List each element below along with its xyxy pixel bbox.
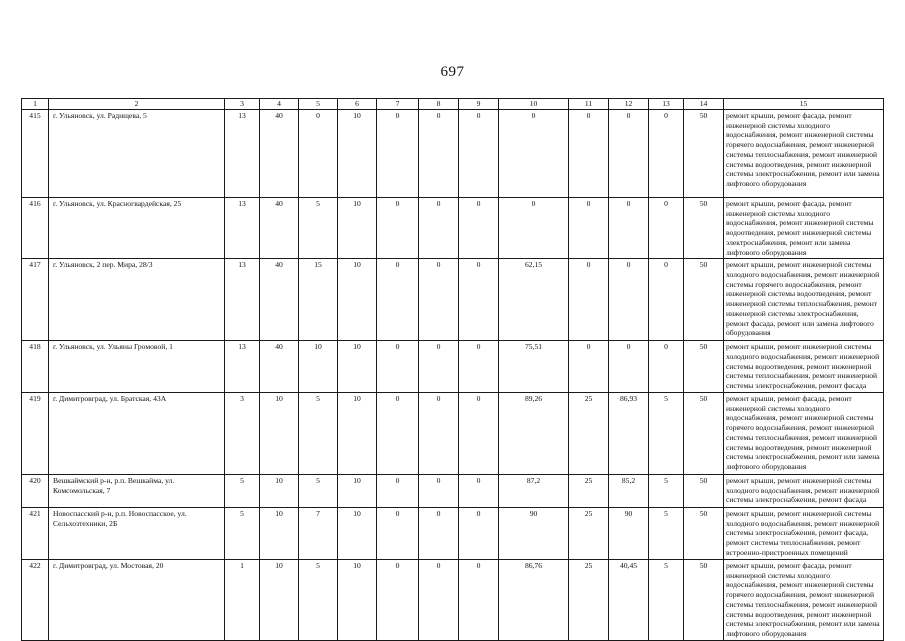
value-cell: 0 <box>377 474 419 507</box>
value-cell: 5 <box>649 392 684 474</box>
column-number-cell: 10 <box>499 99 569 110</box>
value-cell: 85,2 <box>609 474 649 507</box>
value-cell: 10 <box>260 559 299 640</box>
value-cell: 5 <box>649 507 684 559</box>
value-cell: 90 <box>499 507 569 559</box>
value-cell: 0 <box>459 392 499 474</box>
value-cell: 50 <box>684 198 724 259</box>
value-cell: 50 <box>684 259 724 341</box>
value-cell: 10 <box>260 507 299 559</box>
table-row <box>22 392 884 474</box>
value-cell: 25 <box>569 392 609 474</box>
column-number-cell: 2 <box>49 99 225 110</box>
address-cell: Вешкаймский р-н, р.п. Вешкайма, ул. Комсомольская, 7 <box>49 474 225 507</box>
table-row <box>22 198 884 259</box>
value-cell: 50 <box>684 559 724 640</box>
value-cell: 0 <box>419 507 459 559</box>
value-cell: 0 <box>649 341 684 393</box>
value-cell: 40 <box>260 341 299 393</box>
table-row <box>22 110 884 198</box>
value-cell: 62,15 <box>499 259 569 341</box>
value-cell: 50 <box>684 110 724 198</box>
value-cell: 50 <box>684 474 724 507</box>
row-number-cell: 415 <box>22 110 49 198</box>
table-row <box>22 341 884 393</box>
value-cell: 5 <box>649 559 684 640</box>
value-cell: 15 <box>299 259 338 341</box>
value-cell: 5 <box>225 474 260 507</box>
value-cell: 0 <box>459 110 499 198</box>
address-cell: г. Димитровград, ул. Братская, 43А <box>49 392 225 474</box>
table-row <box>22 259 884 341</box>
value-cell: 0 <box>459 198 499 259</box>
address-cell: г. Ульяновск, ул. Радищева, 5 <box>49 110 225 198</box>
value-cell: 0 <box>499 110 569 198</box>
value-cell: 0 <box>377 259 419 341</box>
value-cell: 0 <box>499 198 569 259</box>
row-number-cell: 419 <box>22 392 49 474</box>
row-number-cell: 422 <box>22 559 49 640</box>
value-cell: 0 <box>609 341 649 393</box>
value-cell: 10 <box>338 110 377 198</box>
column-number-cell: 12 <box>609 99 649 110</box>
value-cell: 10 <box>338 559 377 640</box>
address-cell: г. Ульяновск, 2 пер. Мира, 28/3 <box>49 259 225 341</box>
row-number-cell: 417 <box>22 259 49 341</box>
value-cell: 0 <box>419 341 459 393</box>
value-cell: 13 <box>225 110 260 198</box>
value-cell: 10 <box>338 507 377 559</box>
value-cell: 10 <box>338 392 377 474</box>
value-cell: 10 <box>260 474 299 507</box>
value-cell: 13 <box>225 198 260 259</box>
table-row <box>22 474 884 507</box>
row-number-cell: 421 <box>22 507 49 559</box>
value-cell: 0 <box>649 259 684 341</box>
value-cell: 0 <box>459 341 499 393</box>
address-cell: г. Димитровград, ул. Мостовая, 20 <box>49 559 225 640</box>
value-cell: 0 <box>649 198 684 259</box>
table-row <box>22 559 884 640</box>
address-cell: Новоспасский р-н, р.п. Новоспасское, ул. Сельхозтехники, 2Б <box>49 507 225 559</box>
value-cell: 0 <box>649 110 684 198</box>
value-cell: 86,93 <box>609 392 649 474</box>
value-cell: 0 <box>459 507 499 559</box>
value-cell: 25 <box>569 507 609 559</box>
column-number-cell: 5 <box>299 99 338 110</box>
value-cell: 50 <box>684 507 724 559</box>
value-cell: 40 <box>260 259 299 341</box>
value-cell: 0 <box>609 110 649 198</box>
value-cell: 0 <box>569 259 609 341</box>
row-number-cell: 420 <box>22 474 49 507</box>
value-cell: 0 <box>569 110 609 198</box>
value-cell: 0 <box>459 474 499 507</box>
value-cell: 0 <box>419 474 459 507</box>
value-cell: 3 <box>225 392 260 474</box>
value-cell: 0 <box>459 259 499 341</box>
value-cell: 0 <box>377 198 419 259</box>
value-cell: 10 <box>260 392 299 474</box>
value-cell: 10 <box>299 341 338 393</box>
value-cell: 50 <box>684 341 724 393</box>
column-number-cell: 6 <box>338 99 377 110</box>
value-cell: 89,26 <box>499 392 569 474</box>
value-cell: 87,2 <box>499 474 569 507</box>
value-cell: 40,45 <box>609 559 649 640</box>
value-cell: 0 <box>419 559 459 640</box>
value-cell: 0 <box>419 259 459 341</box>
value-cell: 0 <box>299 110 338 198</box>
works-list-cell: ремонт крыши, ремонт фасада, ремонт инженерной системы холодного водоснабжения, ремонт инженерной системы горячего водоснабжения, ремонт инженерной системы теплоснабжения, ремонт инженерной системы водоотведения, ремонт инженерной системы электроснабжения, ремонт или замена лифтового оборудования <box>724 559 884 640</box>
value-cell: 1 <box>225 559 260 640</box>
value-cell: 40 <box>260 110 299 198</box>
value-cell: 7 <box>299 507 338 559</box>
value-cell: 5 <box>225 507 260 559</box>
page-number: 697 <box>440 64 465 80</box>
value-cell: 0 <box>377 559 419 640</box>
value-cell: 5 <box>299 559 338 640</box>
value-cell: 0 <box>377 392 419 474</box>
value-cell: 10 <box>338 474 377 507</box>
value-cell: 13 <box>225 259 260 341</box>
address-cell: г. Ульяновск, ул. Ульяны Громовой, 1 <box>49 341 225 393</box>
row-number-cell: 416 <box>22 198 49 259</box>
value-cell: 0 <box>569 341 609 393</box>
value-cell: 0 <box>419 392 459 474</box>
repair-register-table <box>21 98 884 641</box>
value-cell: 0 <box>609 259 649 341</box>
works-list-cell: ремонт крыши, ремонт фасада, ремонт инженерной системы холодного водоснабжения, ремонт инженерной системы водоотведения, ремонт инженерной системы электроснабжения, ремонт или замена лифтового оборудования <box>724 198 884 259</box>
works-list-cell: ремонт крыши, ремонт фасада, ремонт инженерной системы холодного водоснабжения, ремонт инженерной системы горячего водоснабжения, ремонт инженерной системы теплоснабжения, ремонт инженерной системы водоотведения, ремонт инженерной системы электроснабжения, ремонт или замена лифтового оборудования <box>724 392 884 474</box>
column-number-cell: 9 <box>459 99 499 110</box>
value-cell: 25 <box>569 474 609 507</box>
value-cell: 40 <box>260 198 299 259</box>
value-cell: 75,51 <box>499 341 569 393</box>
value-cell: 0 <box>377 110 419 198</box>
value-cell: 5 <box>649 474 684 507</box>
column-number-row <box>22 99 884 110</box>
column-number-cell: 8 <box>419 99 459 110</box>
value-cell: 13 <box>225 341 260 393</box>
works-list-cell: ремонт крыши, ремонт инженерной системы холодного водоснабжения, ремонт инженерной системы водоотведения, ремонт инженерной системы теплоснабжения, ремонт инженерной системы электроснабжения, ремонт фасада <box>724 341 884 393</box>
row-number-cell: 418 <box>22 341 49 393</box>
value-cell: 90 <box>609 507 649 559</box>
value-cell: 0 <box>419 198 459 259</box>
value-cell: 10 <box>338 259 377 341</box>
column-number-cell: 4 <box>260 99 299 110</box>
value-cell: 0 <box>459 559 499 640</box>
value-cell: 0 <box>377 507 419 559</box>
column-number-cell: 15 <box>724 99 884 110</box>
works-list-cell: ремонт крыши, ремонт фасада, ремонт инженерной системы холодного водоснабжения, ремонт инженерной системы горячего водоснабжения, ремонт инженерной системы теплоснабжения, ремонт инженерной системы водоотведения, ремонт инженерной системы электроснабжения, ремонт или замена лифтового оборудования <box>724 110 884 198</box>
value-cell: 0 <box>419 110 459 198</box>
value-cell: 10 <box>338 341 377 393</box>
works-list-cell: ремонт крыши, ремонт инженерной системы холодного водоснабжения, ремонт инженерной системы электроснабжения, ремонт фасада <box>724 474 884 507</box>
address-cell: г. Ульяновск, ул. Красногвардейская, 25 <box>49 198 225 259</box>
table-row <box>22 507 884 559</box>
column-number-cell: 7 <box>377 99 419 110</box>
column-number-cell: 11 <box>569 99 609 110</box>
value-cell: 5 <box>299 392 338 474</box>
value-cell: 0 <box>377 341 419 393</box>
column-number-cell: 1 <box>22 99 49 110</box>
value-cell: 25 <box>569 559 609 640</box>
column-number-cell: 14 <box>684 99 724 110</box>
column-number-cell: 3 <box>225 99 260 110</box>
value-cell: 10 <box>338 198 377 259</box>
value-cell: 5 <box>299 474 338 507</box>
value-cell: 5 <box>299 198 338 259</box>
value-cell: 0 <box>569 198 609 259</box>
works-list-cell: ремонт крыши, ремонт инженерной системы холодного водоснабжения, ремонт инженерной системы горячего водоснабжения, ремонт инженерной системы водоотведения, ремонт инженерной системы теплоснабжения, ремонт инженерной системы электроснабжения, ремонт фасада, ремонт или замена лифтового оборудования <box>724 259 884 341</box>
value-cell: 86,76 <box>499 559 569 640</box>
column-number-cell: 13 <box>649 99 684 110</box>
works-list-cell: ремонт крыши, ремонт инженерной системы холодного водоснабжения, ремонт инженерной системы электроснабжения, ремонт фасада, ремонт системы теплоснабжения, ремонт встроенно-пристроенных помещений <box>724 507 884 559</box>
value-cell: 50 <box>684 392 724 474</box>
value-cell: 0 <box>609 198 649 259</box>
